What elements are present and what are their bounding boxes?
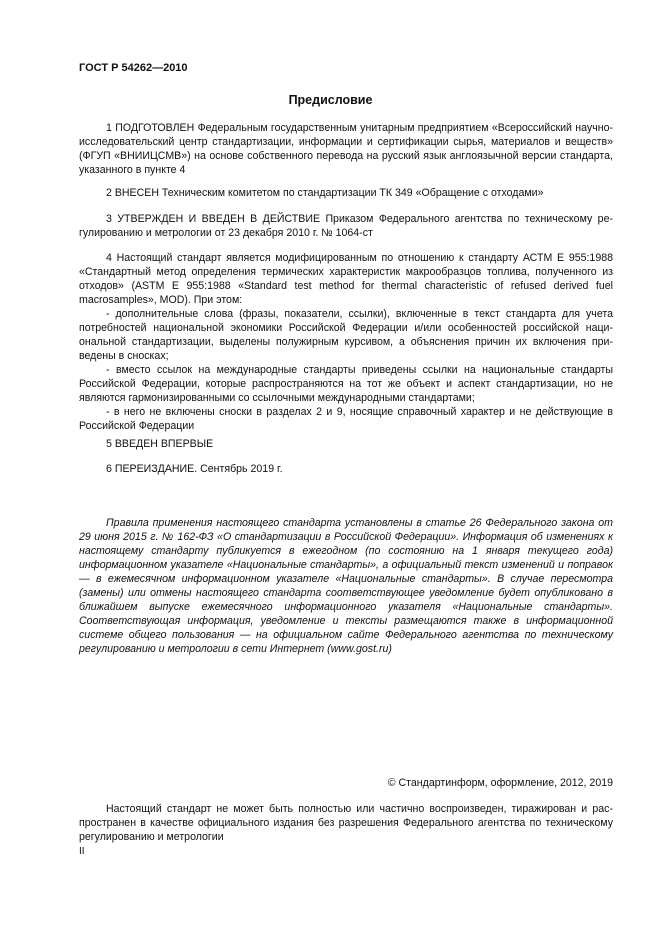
reproduction-notice: Настоящий стандарт не может быть полностью или частично воспроизведен, тиражирован и распространен в качестве официального издания без разрешения Федерального агентства по техническому регулированию и метрологии <box>79 803 613 843</box>
item-4 <box>79 251 613 433</box>
item-4-bullet-2: - вместо ссылок на международные стандарты приведены ссылки на национальные стандарты Российской Федерации, которые распространяются на тот же объект и аспект стандартизации, но не являются гармонизированными со ссылочными международными стандартами; <box>79 364 613 404</box>
page-title: Предисловие <box>288 93 373 107</box>
copyright: © Стандартинформ, оформление, 2012, 2019 <box>387 777 613 789</box>
document-code: ГОСТ Р 54262—2010 <box>79 62 188 74</box>
item-6: 6 ПЕРЕИЗДАНИЕ. Сентябрь 2019 г. <box>106 463 283 475</box>
item-1: 1 ПОДГОТОВЛЕН Федеральным государственным унитарным предприятием «Всероссийский научно-исследовательский центр стандартизации, информации и сертификации сырья, материалов и веществ» (ФГУП «ВНИИЦСМВ») на основе собственного перевода на русский язык англоязычной версии стандарта, указанного в пункте 4 <box>79 122 613 176</box>
item-3: 3 УТВЕРЖДЕН И ВВЕДЕН В ДЕЙСТВИЕ Приказом Федерального агентства по техническому регулированию и метрологии от 23 декабря 2010 г. № 1064-ст <box>79 213 613 239</box>
item-2: 2 ВНЕСЕН Техническим комитетом по стандартизации ТК 349 «Обращение с отходами» <box>106 187 544 199</box>
item-4-bullet-3: - в него не включены сноски в разделах 2 и 9, носящие справочный характер и не действующие в Российской Федерации <box>79 406 613 432</box>
item-5: 5 ВВЕДЕН ВПЕРВЫЕ <box>106 438 214 450</box>
page-number: II <box>79 846 85 857</box>
item-4-bullet-1: - дополнительные слова (фразы, показатели, ссылки), включенные в текст стандарта для учета потребностей национальной экономики Российской Федерации и/или особенностей российской национальной стандартизации, выделены полужирным курсивом, а объяснения причин их включения приведены в сносках; <box>79 308 613 362</box>
item-4-intro: 4 Настоящий стандарт является модифицированным по отношению к стандарту АСТМ Е 955:1988 «Стандартный метод определения термических характеристик макрообразцов топлива, полученного из отходов» (ASTM Е 955:1988 «Standard test method for thermal characteristic of refused derived fuel macrosamples», MOD). При этом: <box>79 252 613 306</box>
rules-note: Правила применения настоящего стандарта установлены в статье 26 Федерального закона от 29 июня 2015 г. № 162-ФЗ «О стандартизации в Российской Федерации». Информация об изменениях к настоящему стандарту публикуется в ежегодном (по состоянию на 1 января текущего года) информационном указателе «Национальные стандарты», а официальный текст изменений и поправок — в ежемесячном информационном указателе «Национальные стандарты». В случае пересмотра (замены) или отмены настоящего стандарта соответствующее уведомление будет опубликовано в ближайшем выпуске ежемесячного информационного указателя «Национальные стандарты». Соответствующая информация, уведомление и тексты размещаются также в информационной системе общего пользования — на официальном сайте Федерального агентства по техническому регулированию и метрологии в сети Интернет (www.gost.ru) <box>79 517 613 655</box>
